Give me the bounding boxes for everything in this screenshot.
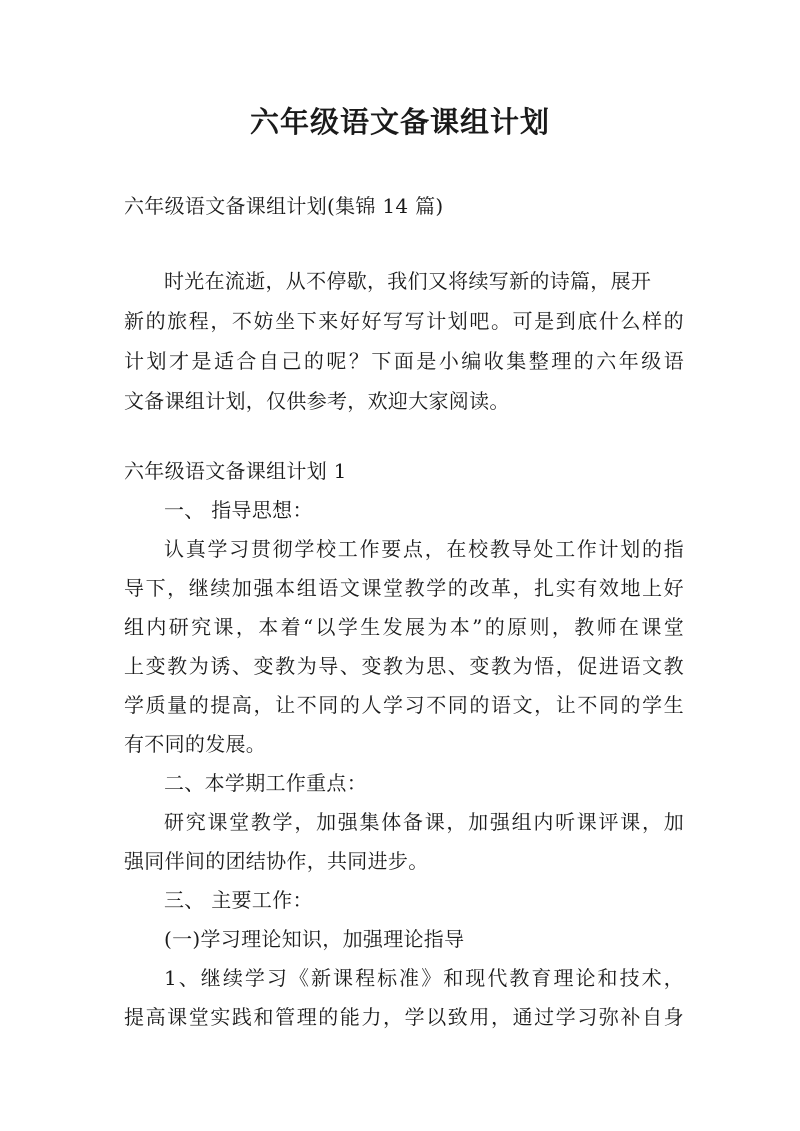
heading-main-work: 三、 主要工作： <box>164 888 313 912</box>
intro-line-2: 新的旅程，不妨坐下来好好写写计划吧。可是到底什么样的 <box>124 309 684 333</box>
item-1-line-1: 1、继续学习《新课程标准》和现代教育理论和技术， <box>164 966 684 990</box>
guiding-line-3: 组内研究课，本着“以学生发展为本”的原则，教师在课堂 <box>124 615 684 639</box>
intro-line-1: 时光在流逝，从不停歇，我们又将续写新的诗篇，展开 <box>164 269 652 293</box>
guiding-line-4: 上变教为诱、变教为导、变教为思、变教为悟，促进语文教 <box>124 654 684 678</box>
heading-semester-focus: 二、本学期工作重点： <box>164 771 367 795</box>
guiding-line-6: 有不同的发展。 <box>124 732 267 756</box>
intro-line-3: 计划才是适合自己的呢？下面是小编收集整理的六年级语 <box>124 349 684 373</box>
guiding-line-5: 学质量的提高，让不同的人学习不同的语文，让不同的学生 <box>124 693 684 717</box>
guiding-line-1: 认真学习贯彻学校工作要点，在校教导处工作计划的指 <box>164 537 684 561</box>
focus-line-2: 强同伴间的团结协作，共同进步。 <box>124 849 429 873</box>
document-title: 六年级语文备课组计划 <box>249 105 550 139</box>
sub-heading-theory: (一)学习理论知识，加强理论指导 <box>164 927 465 951</box>
focus-line-1: 研究课堂教学，加强集体备课，加强组内听课评课，加 <box>164 810 684 834</box>
item-1-line-2: 提高课堂实践和管理的能力，学以致用，通过学习弥补自身 <box>124 1005 684 1029</box>
intro-line-4: 文备课组计划，仅供参考，欢迎大家阅读。 <box>124 389 510 413</box>
document-subtitle: 六年级语文备课组计划(集锦 14 篇) <box>124 194 444 218</box>
section-title: 六年级语文备课组计划 1 <box>124 459 347 483</box>
guiding-line-2: 导下，继续加强本组语文课堂教学的改革，扎实有效地上好 <box>124 576 684 600</box>
heading-guiding-ideas: 一、 指导思想： <box>164 498 313 522</box>
